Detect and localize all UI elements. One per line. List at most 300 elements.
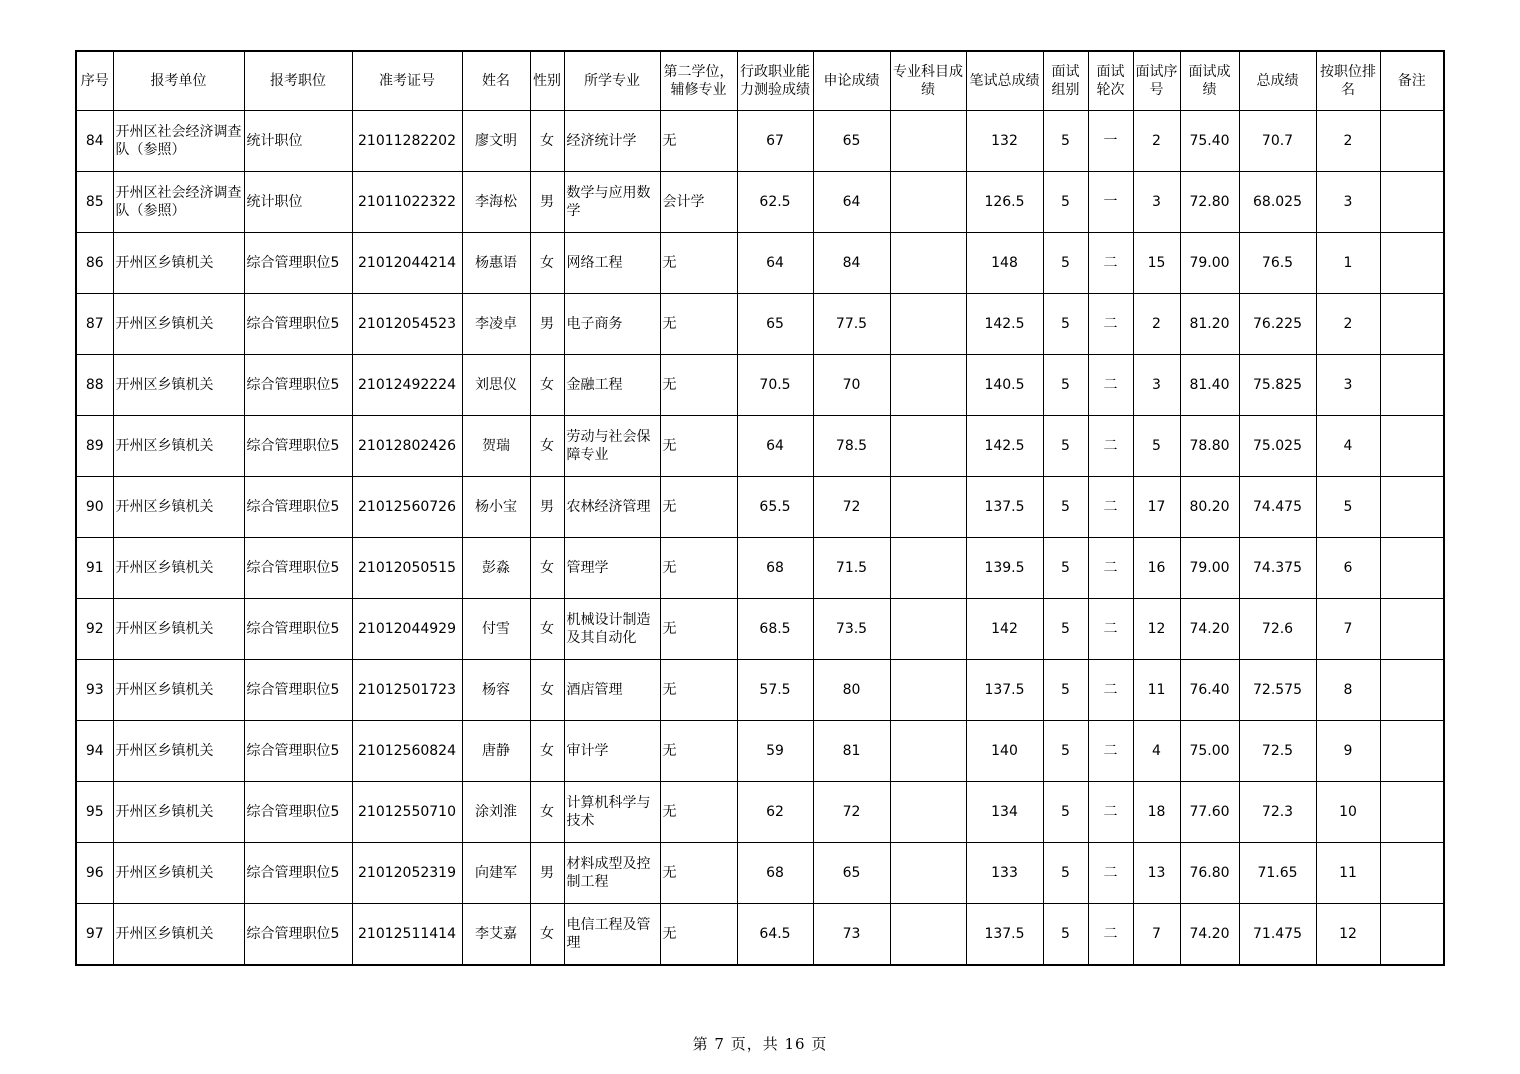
- col-position-cell: 综合管理职位5: [244, 538, 352, 599]
- col-total-score-cell: 72.575: [1239, 660, 1316, 721]
- col-remarks-cell: [1380, 233, 1444, 294]
- col-interview-group-cell: 5: [1043, 782, 1088, 843]
- col-remarks-cell: [1380, 599, 1444, 660]
- col-unit-cell: 开州区乡镇机关: [113, 904, 244, 966]
- table-row: [76, 172, 1444, 233]
- col-name-header: 姓名: [462, 51, 530, 111]
- col-remarks-cell: [1380, 111, 1444, 172]
- col-total-score-cell: 74.475: [1239, 477, 1316, 538]
- col-essay-score-cell: 65: [813, 843, 890, 904]
- col-seq-cell: 85: [76, 172, 113, 233]
- col-essay-score-cell: 64: [813, 172, 890, 233]
- col-essay-score-cell: 73.5: [813, 599, 890, 660]
- col-seq-cell: 97: [76, 904, 113, 966]
- results-table: [75, 50, 1445, 966]
- col-seq-cell: 88: [76, 355, 113, 416]
- table-row: [76, 660, 1444, 721]
- col-essay-score-header: 申论成绩: [813, 51, 890, 111]
- col-interview-group-cell: 5: [1043, 416, 1088, 477]
- table-row: [76, 599, 1444, 660]
- col-written-total-cell: 139.5: [966, 538, 1043, 599]
- col-interview-round-cell: 二: [1088, 782, 1133, 843]
- col-gender-cell: 女: [530, 599, 564, 660]
- col-unit-cell: 开州区乡镇机关: [113, 660, 244, 721]
- col-rank-cell: 4: [1316, 416, 1380, 477]
- col-aptitude-score-cell: 67: [737, 111, 813, 172]
- col-interview-group-header: 面试组别: [1043, 51, 1088, 111]
- col-interview-seq-cell: 3: [1133, 355, 1180, 416]
- col-rank-cell: 1: [1316, 233, 1380, 294]
- col-seq-cell: 95: [76, 782, 113, 843]
- col-interview-score-cell: 76.40: [1180, 660, 1239, 721]
- col-remarks-cell: [1380, 416, 1444, 477]
- col-exam-id-cell: 21012044929: [352, 599, 462, 660]
- col-gender-cell: 女: [530, 111, 564, 172]
- col-total-score-cell: 72.5: [1239, 721, 1316, 782]
- col-second-degree-cell: 无: [660, 233, 737, 294]
- col-interview-score-cell: 75.40: [1180, 111, 1239, 172]
- col-name-cell: 涂刘淮: [462, 782, 530, 843]
- col-seq-header: 序号: [76, 51, 113, 111]
- col-exam-id-header: 准考证号: [352, 51, 462, 111]
- col-interview-score-cell: 76.80: [1180, 843, 1239, 904]
- col-seq-cell: 91: [76, 538, 113, 599]
- col-specialty-score-cell: [890, 172, 966, 233]
- col-major-cell: 经济统计学: [564, 111, 660, 172]
- col-essay-score-cell: 72: [813, 477, 890, 538]
- col-total-score-cell: 72.6: [1239, 599, 1316, 660]
- col-rank-cell: 6: [1316, 538, 1380, 599]
- col-position-cell: 综合管理职位5: [244, 599, 352, 660]
- col-gender-cell: 女: [530, 538, 564, 599]
- col-interview-score-header: 面试成绩: [1180, 51, 1239, 111]
- col-seq-cell: 90: [76, 477, 113, 538]
- col-interview-score-cell: 80.20: [1180, 477, 1239, 538]
- col-remarks-header: 备注: [1380, 51, 1444, 111]
- col-exam-id-cell: 21011022322: [352, 172, 462, 233]
- table-row: [76, 233, 1444, 294]
- col-major-cell: 计算机科学与技术: [564, 782, 660, 843]
- col-specialty-score-cell: [890, 538, 966, 599]
- col-interview-seq-cell: 16: [1133, 538, 1180, 599]
- col-written-total-cell: 140.5: [966, 355, 1043, 416]
- col-interview-group-cell: 5: [1043, 233, 1088, 294]
- col-second-degree-cell: 无: [660, 843, 737, 904]
- col-total-score-cell: 68.025: [1239, 172, 1316, 233]
- header-row: [76, 51, 1444, 111]
- col-written-total-cell: 133: [966, 843, 1043, 904]
- col-written-total-cell: 126.5: [966, 172, 1043, 233]
- col-total-score-cell: 71.475: [1239, 904, 1316, 966]
- col-remarks-cell: [1380, 660, 1444, 721]
- col-interview-round-cell: 二: [1088, 355, 1133, 416]
- col-interview-score-cell: 74.20: [1180, 599, 1239, 660]
- col-interview-seq-cell: 18: [1133, 782, 1180, 843]
- col-interview-score-cell: 78.80: [1180, 416, 1239, 477]
- col-second-degree-header: 第二学位，辅修专业: [660, 51, 737, 111]
- col-unit-cell: 开州区乡镇机关: [113, 538, 244, 599]
- col-specialty-score-header: 专业科目成绩: [890, 51, 966, 111]
- col-specialty-score-cell: [890, 233, 966, 294]
- col-specialty-score-cell: [890, 904, 966, 966]
- col-aptitude-score-cell: 68: [737, 538, 813, 599]
- col-name-cell: 唐静: [462, 721, 530, 782]
- col-specialty-score-cell: [890, 660, 966, 721]
- col-essay-score-cell: 78.5: [813, 416, 890, 477]
- table-row: [76, 355, 1444, 416]
- col-gender-header: 性别: [530, 51, 564, 111]
- col-position-cell: 综合管理职位5: [244, 904, 352, 966]
- col-written-total-cell: 142: [966, 599, 1043, 660]
- col-interview-round-cell: 一: [1088, 172, 1133, 233]
- col-unit-cell: 开州区乡镇机关: [113, 843, 244, 904]
- col-name-cell: 刘思仪: [462, 355, 530, 416]
- col-total-score-cell: 74.375: [1239, 538, 1316, 599]
- col-exam-id-cell: 21012492224: [352, 355, 462, 416]
- col-gender-cell: 女: [530, 782, 564, 843]
- col-total-score-cell: 72.3: [1239, 782, 1316, 843]
- col-interview-round-cell: 二: [1088, 538, 1133, 599]
- col-remarks-cell: [1380, 294, 1444, 355]
- col-aptitude-score-cell: 64: [737, 416, 813, 477]
- col-remarks-cell: [1380, 538, 1444, 599]
- col-written-total-cell: 142.5: [966, 416, 1043, 477]
- col-interview-group-cell: 5: [1043, 111, 1088, 172]
- col-total-score-cell: 71.65: [1239, 843, 1316, 904]
- col-interview-group-cell: 5: [1043, 538, 1088, 599]
- table-row: [76, 477, 1444, 538]
- col-gender-cell: 女: [530, 721, 564, 782]
- table-row: [76, 843, 1444, 904]
- col-interview-seq-cell: 17: [1133, 477, 1180, 538]
- col-rank-cell: 11: [1316, 843, 1380, 904]
- col-essay-score-cell: 84: [813, 233, 890, 294]
- col-interview-seq-cell: 4: [1133, 721, 1180, 782]
- col-interview-round-cell: 二: [1088, 721, 1133, 782]
- col-second-degree-cell: 无: [660, 416, 737, 477]
- col-name-cell: 杨惠语: [462, 233, 530, 294]
- col-second-degree-cell: 无: [660, 599, 737, 660]
- col-aptitude-score-cell: 64.5: [737, 904, 813, 966]
- col-major-header: 所学专业: [564, 51, 660, 111]
- col-gender-cell: 女: [530, 904, 564, 966]
- col-aptitude-score-cell: 70.5: [737, 355, 813, 416]
- col-seq-cell: 89: [76, 416, 113, 477]
- col-essay-score-cell: 72: [813, 782, 890, 843]
- col-name-cell: 向建军: [462, 843, 530, 904]
- col-specialty-score-cell: [890, 294, 966, 355]
- col-interview-group-cell: 5: [1043, 294, 1088, 355]
- col-exam-id-cell: 21012511414: [352, 904, 462, 966]
- col-interview-group-cell: 5: [1043, 355, 1088, 416]
- col-position-cell: 综合管理职位5: [244, 477, 352, 538]
- col-exam-id-cell: 21012560726: [352, 477, 462, 538]
- col-major-cell: 电信工程及管理: [564, 904, 660, 966]
- col-total-score-cell: 75.825: [1239, 355, 1316, 416]
- col-specialty-score-cell: [890, 843, 966, 904]
- col-seq-cell: 87: [76, 294, 113, 355]
- col-total-score-cell: 70.7: [1239, 111, 1316, 172]
- col-aptitude-score-cell: 64: [737, 233, 813, 294]
- results-sheet: [75, 50, 1443, 966]
- col-aptitude-score-cell: 59: [737, 721, 813, 782]
- col-position-cell: 综合管理职位5: [244, 843, 352, 904]
- col-name-cell: 杨小宝: [462, 477, 530, 538]
- col-total-score-cell: 76.5: [1239, 233, 1316, 294]
- col-interview-round-cell: 一: [1088, 111, 1133, 172]
- col-unit-cell: 开州区乡镇机关: [113, 477, 244, 538]
- col-interview-score-cell: 74.20: [1180, 904, 1239, 966]
- col-rank-cell: 7: [1316, 599, 1380, 660]
- col-interview-seq-cell: 7: [1133, 904, 1180, 966]
- col-exam-id-cell: 21012501723: [352, 660, 462, 721]
- col-name-cell: 李海松: [462, 172, 530, 233]
- col-seq-cell: 94: [76, 721, 113, 782]
- col-second-degree-cell: 无: [660, 294, 737, 355]
- col-second-degree-cell: 无: [660, 538, 737, 599]
- col-written-total-header: 笔试总成绩: [966, 51, 1043, 111]
- col-name-cell: 杨容: [462, 660, 530, 721]
- col-interview-round-cell: 二: [1088, 233, 1133, 294]
- col-written-total-cell: 137.5: [966, 477, 1043, 538]
- col-position-header: 报考职位: [244, 51, 352, 111]
- col-major-cell: 管理学: [564, 538, 660, 599]
- col-remarks-cell: [1380, 782, 1444, 843]
- col-rank-cell: 12: [1316, 904, 1380, 966]
- col-total-score-header: 总成绩: [1239, 51, 1316, 111]
- col-name-cell: 付雪: [462, 599, 530, 660]
- col-written-total-cell: 142.5: [966, 294, 1043, 355]
- col-specialty-score-cell: [890, 111, 966, 172]
- col-second-degree-cell: 会计学: [660, 172, 737, 233]
- col-position-cell: 综合管理职位5: [244, 782, 352, 843]
- col-gender-cell: 男: [530, 843, 564, 904]
- col-position-cell: 综合管理职位5: [244, 721, 352, 782]
- col-second-degree-cell: 无: [660, 721, 737, 782]
- col-interview-group-cell: 5: [1043, 660, 1088, 721]
- col-rank-cell: 3: [1316, 172, 1380, 233]
- col-name-cell: 彭淼: [462, 538, 530, 599]
- col-major-cell: 金融工程: [564, 355, 660, 416]
- col-interview-round-cell: 二: [1088, 660, 1133, 721]
- col-aptitude-score-cell: 62: [737, 782, 813, 843]
- col-second-degree-cell: 无: [660, 355, 737, 416]
- col-unit-header: 报考单位: [113, 51, 244, 111]
- col-seq-cell: 93: [76, 660, 113, 721]
- col-aptitude-score-cell: 65.5: [737, 477, 813, 538]
- col-written-total-cell: 137.5: [966, 904, 1043, 966]
- col-interview-round-cell: 二: [1088, 477, 1133, 538]
- col-written-total-cell: 137.5: [966, 660, 1043, 721]
- col-name-cell: 贺瑞: [462, 416, 530, 477]
- col-interview-round-header: 面试轮次: [1088, 51, 1133, 111]
- col-aptitude-score-cell: 68: [737, 843, 813, 904]
- col-major-cell: 材料成型及控制工程: [564, 843, 660, 904]
- col-rank-cell: 9: [1316, 721, 1380, 782]
- table-row: [76, 294, 1444, 355]
- col-aptitude-score-cell: 62.5: [737, 172, 813, 233]
- col-interview-seq-cell: 3: [1133, 172, 1180, 233]
- col-total-score-cell: 75.025: [1239, 416, 1316, 477]
- col-interview-seq-cell: 12: [1133, 599, 1180, 660]
- col-specialty-score-cell: [890, 355, 966, 416]
- col-seq-cell: 92: [76, 599, 113, 660]
- col-seq-cell: 86: [76, 233, 113, 294]
- col-interview-seq-cell: 13: [1133, 843, 1180, 904]
- col-essay-score-cell: 70: [813, 355, 890, 416]
- table-row: [76, 111, 1444, 172]
- col-essay-score-cell: 73: [813, 904, 890, 966]
- col-interview-group-cell: 5: [1043, 843, 1088, 904]
- col-rank-cell: 2: [1316, 111, 1380, 172]
- col-specialty-score-cell: [890, 477, 966, 538]
- col-seq-cell: 96: [76, 843, 113, 904]
- page-footer: 第 7 页，共 16 页: [692, 1035, 828, 1053]
- col-gender-cell: 女: [530, 233, 564, 294]
- col-specialty-score-cell: [890, 416, 966, 477]
- col-essay-score-cell: 81: [813, 721, 890, 782]
- col-gender-cell: 男: [530, 477, 564, 538]
- col-position-cell: 综合管理职位5: [244, 660, 352, 721]
- col-aptitude-score-header: 行政职业能力测验成绩: [737, 51, 813, 111]
- col-major-cell: 审计学: [564, 721, 660, 782]
- col-exam-id-cell: 21012050515: [352, 538, 462, 599]
- col-rank-header: 按职位排名: [1316, 51, 1380, 111]
- col-exam-id-cell: 21012044214: [352, 233, 462, 294]
- col-major-cell: 农林经济管理: [564, 477, 660, 538]
- col-essay-score-cell: 71.5: [813, 538, 890, 599]
- col-unit-cell: 开州区乡镇机关: [113, 782, 244, 843]
- col-interview-round-cell: 二: [1088, 904, 1133, 966]
- col-interview-group-cell: 5: [1043, 172, 1088, 233]
- col-interview-score-cell: 72.80: [1180, 172, 1239, 233]
- col-essay-score-cell: 80: [813, 660, 890, 721]
- col-specialty-score-cell: [890, 599, 966, 660]
- col-unit-cell: 开州区乡镇机关: [113, 599, 244, 660]
- col-seq-cell: 84: [76, 111, 113, 172]
- col-gender-cell: 女: [530, 416, 564, 477]
- col-unit-cell: 开州区乡镇机关: [113, 294, 244, 355]
- col-unit-cell: 开州区乡镇机关: [113, 721, 244, 782]
- col-exam-id-cell: 21012802426: [352, 416, 462, 477]
- col-unit-cell: 开州区乡镇机关: [113, 355, 244, 416]
- col-interview-round-cell: 二: [1088, 294, 1133, 355]
- col-essay-score-cell: 77.5: [813, 294, 890, 355]
- col-gender-cell: 男: [530, 172, 564, 233]
- col-position-cell: 综合管理职位5: [244, 233, 352, 294]
- col-exam-id-cell: 21012054523: [352, 294, 462, 355]
- col-aptitude-score-cell: 68.5: [737, 599, 813, 660]
- col-interview-round-cell: 二: [1088, 599, 1133, 660]
- table-row: [76, 904, 1444, 966]
- col-aptitude-score-cell: 65: [737, 294, 813, 355]
- col-remarks-cell: [1380, 843, 1444, 904]
- col-interview-seq-cell: 5: [1133, 416, 1180, 477]
- col-second-degree-cell: 无: [660, 904, 737, 966]
- col-gender-cell: 女: [530, 355, 564, 416]
- col-exam-id-cell: 21012560824: [352, 721, 462, 782]
- table-row: [76, 782, 1444, 843]
- col-interview-seq-header: 面试序号: [1133, 51, 1180, 111]
- col-interview-round-cell: 二: [1088, 416, 1133, 477]
- col-major-cell: 酒店管理: [564, 660, 660, 721]
- table-body: [76, 111, 1444, 966]
- col-rank-cell: 10: [1316, 782, 1380, 843]
- col-name-cell: 廖文明: [462, 111, 530, 172]
- col-position-cell: 综合管理职位5: [244, 355, 352, 416]
- col-written-total-cell: 134: [966, 782, 1043, 843]
- col-remarks-cell: [1380, 904, 1444, 966]
- col-interview-seq-cell: 2: [1133, 294, 1180, 355]
- col-second-degree-cell: 无: [660, 111, 737, 172]
- col-aptitude-score-cell: 57.5: [737, 660, 813, 721]
- table-row: [76, 538, 1444, 599]
- col-specialty-score-cell: [890, 782, 966, 843]
- table-row: [76, 721, 1444, 782]
- col-interview-score-cell: 79.00: [1180, 233, 1239, 294]
- col-total-score-cell: 76.225: [1239, 294, 1316, 355]
- col-rank-cell: 8: [1316, 660, 1380, 721]
- col-major-cell: 机械设计制造及其自动化: [564, 599, 660, 660]
- col-second-degree-cell: 无: [660, 660, 737, 721]
- col-second-degree-cell: 无: [660, 782, 737, 843]
- col-written-total-cell: 140: [966, 721, 1043, 782]
- col-position-cell: 综合管理职位5: [244, 416, 352, 477]
- col-interview-group-cell: 5: [1043, 904, 1088, 966]
- table-row: [76, 416, 1444, 477]
- col-interview-seq-cell: 2: [1133, 111, 1180, 172]
- col-major-cell: 电子商务: [564, 294, 660, 355]
- col-exam-id-cell: 21011282202: [352, 111, 462, 172]
- col-unit-cell: 开州区社会经济调查队（参照）: [113, 172, 244, 233]
- col-unit-cell: 开州区乡镇机关: [113, 233, 244, 294]
- col-specialty-score-cell: [890, 721, 966, 782]
- col-remarks-cell: [1380, 477, 1444, 538]
- col-interview-score-cell: 81.40: [1180, 355, 1239, 416]
- col-exam-id-cell: 21012550710: [352, 782, 462, 843]
- col-interview-seq-cell: 15: [1133, 233, 1180, 294]
- col-unit-cell: 开州区乡镇机关: [113, 416, 244, 477]
- col-remarks-cell: [1380, 355, 1444, 416]
- col-interview-score-cell: 79.00: [1180, 538, 1239, 599]
- col-name-cell: 李凌卓: [462, 294, 530, 355]
- col-name-cell: 李艾嘉: [462, 904, 530, 966]
- col-rank-cell: 2: [1316, 294, 1380, 355]
- col-major-cell: 劳动与社会保障专业: [564, 416, 660, 477]
- col-interview-group-cell: 5: [1043, 721, 1088, 782]
- col-unit-cell: 开州区社会经济调查队（参照）: [113, 111, 244, 172]
- col-major-cell: 网络工程: [564, 233, 660, 294]
- col-interview-seq-cell: 11: [1133, 660, 1180, 721]
- col-exam-id-cell: 21012052319: [352, 843, 462, 904]
- col-interview-score-cell: 77.60: [1180, 782, 1239, 843]
- col-gender-cell: 男: [530, 294, 564, 355]
- col-second-degree-cell: 无: [660, 477, 737, 538]
- col-written-total-cell: 132: [966, 111, 1043, 172]
- col-interview-group-cell: 5: [1043, 599, 1088, 660]
- col-remarks-cell: [1380, 172, 1444, 233]
- col-essay-score-cell: 65: [813, 111, 890, 172]
- col-interview-score-cell: 75.00: [1180, 721, 1239, 782]
- col-remarks-cell: [1380, 721, 1444, 782]
- col-position-cell: 综合管理职位5: [244, 294, 352, 355]
- col-position-cell: 统计职位: [244, 172, 352, 233]
- col-interview-round-cell: 二: [1088, 843, 1133, 904]
- col-position-cell: 统计职位: [244, 111, 352, 172]
- col-written-total-cell: 148: [966, 233, 1043, 294]
- col-interview-group-cell: 5: [1043, 477, 1088, 538]
- col-rank-cell: 3: [1316, 355, 1380, 416]
